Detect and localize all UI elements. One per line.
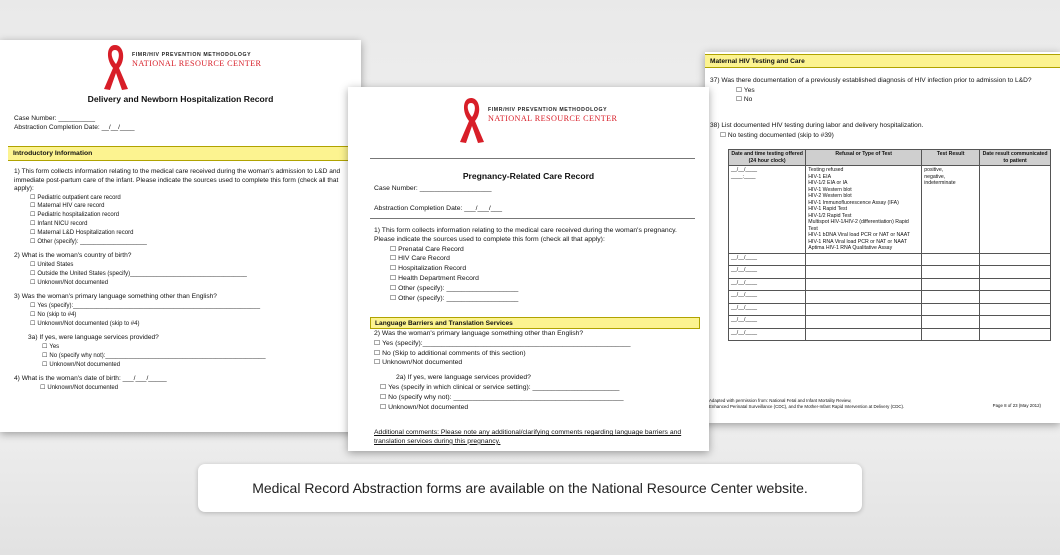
test-type: HIV-1 bDNA Viral load PCR or NAT or NAAT [808, 232, 910, 238]
form-questions [374, 227, 694, 304]
logo-line2: NATIONAL RESOURCE CENTER [132, 58, 262, 68]
footer-line1: Adapted with permission from: National Fetal and Infant Mortality Review, [709, 398, 852, 403]
checkbox-option[interactable]: ☐ Infant NICU record [30, 220, 350, 229]
question-4-options [14, 384, 350, 393]
table-row [729, 291, 1051, 304]
page-number: Page 8 of 23 (May 2012) [992, 403, 1041, 408]
checkbox-option[interactable]: ☐ Pediatric outpatient care record [30, 194, 350, 203]
table-row [729, 303, 1051, 316]
case-number-field: Case Number: __________ [14, 115, 96, 122]
language-questions [374, 330, 694, 413]
checkbox-option[interactable]: ☐ Unknown/Not documented [42, 361, 350, 370]
test-type: HIV-1 EIA [808, 173, 832, 180]
test-result-cell[interactable] [922, 278, 980, 291]
date-blank: __/__/____ [731, 167, 757, 173]
test-type-cell[interactable] [806, 253, 922, 266]
test-type-cell[interactable] [806, 303, 922, 316]
date-cell[interactable]: __/__/____ [729, 266, 806, 279]
question-38 [710, 122, 1050, 140]
test-type: HIV-1/2 Rapid Test [808, 212, 852, 219]
checkbox-option[interactable]: ☐ Prenatal Care Record [390, 245, 694, 255]
case-fields [14, 115, 135, 132]
date-communicated-cell[interactable] [980, 266, 1051, 279]
question-1-options [14, 194, 350, 247]
page-footer [709, 398, 1049, 409]
section-header: Maternal HIV Testing and Care [705, 54, 1060, 68]
checkbox-option[interactable]: ☐ Yes (specify):________________________________________________________ [30, 302, 350, 311]
checkbox-option[interactable]: ☐ Health Department Record [390, 274, 694, 284]
completion-date-field: Abstraction Completion Date: ___/___/___ [374, 204, 503, 212]
question-2: 2) What is the woman's country of birth? [14, 252, 132, 260]
checkbox-option[interactable]: ☐ Unknown/Not documented [374, 358, 694, 368]
question-3: 3) Was the woman's primary language something other than English? [14, 293, 217, 301]
table-row [729, 278, 1051, 291]
date-cell[interactable] [729, 166, 806, 254]
table-header-row [729, 150, 1051, 166]
checkbox-option[interactable]: ☐ Other (specify): ____________________ [30, 238, 350, 247]
section-header: Introductory Information [8, 146, 360, 161]
checkbox-option[interactable]: ☐ Unknown/Not documented [380, 403, 694, 413]
date-cell[interactable]: __/__/____ [729, 328, 806, 341]
checkbox-option[interactable]: ☐ Maternal HIV care record [30, 202, 350, 211]
table-row [729, 266, 1051, 279]
checkbox-option[interactable]: ☐ No (skip to #4) [30, 311, 350, 320]
logo-line2: NATIONAL RESOURCE CENTER [488, 113, 618, 123]
question-37-text: 37) Was there documentation of a previously established diagnosis of HIV infection prior to admission to L&D? [710, 77, 1032, 84]
date-communicated-cell[interactable] [980, 328, 1051, 341]
test-type: HIV-1 Immunofluorescence Assay (IFA) [808, 199, 899, 206]
test-result-cell[interactable] [922, 316, 980, 329]
pregnancy-care-record-page [348, 87, 709, 451]
date-communicated-cell[interactable] [980, 291, 1051, 304]
checkbox-option[interactable]: ☐ Yes (specify in which clinical or service setting): _______________________ [380, 383, 694, 393]
delivery-newborn-record-page [0, 40, 361, 432]
footer-line2: Enhanced Perinatal Surveillance (CDC), and the Mother-Infant Rapid Intervention at Delivery (CDC). [709, 403, 905, 409]
case-number-field: Case Number: ___________________ [374, 185, 492, 192]
date-communicated-cell[interactable] [980, 303, 1051, 316]
test-result: indeterminate [924, 180, 956, 186]
additional-comments: Additional comments: Please note any additional/clarifying comments regarding language barriers and translation services during this pregnancy. [374, 429, 682, 445]
date-cell[interactable]: __/__/____ [729, 303, 806, 316]
column-header: Date and time testing offered (24 hour clock) [729, 150, 806, 166]
date-cell[interactable]: __/__/____ [729, 278, 806, 291]
checkbox-option[interactable]: ☐ Other (specify): ___________________ [390, 294, 694, 304]
test-result-cell[interactable] [922, 291, 980, 304]
question-38-options [710, 131, 1050, 141]
column-header: Test Result [922, 150, 980, 166]
checkbox-option[interactable]: ☐ Maternal L&D Hospitalization record [30, 229, 350, 238]
date-communicated-cell[interactable] [980, 278, 1051, 291]
test-type: Multispot HIV-1/HIV-2 (differentiation) Rapid Test [808, 219, 909, 232]
completion-date-field: Abstraction Completion Date: __/__/____ [14, 123, 135, 131]
hiv-testing-table [728, 149, 1051, 341]
maternal-hiv-testing-page [705, 52, 1060, 423]
test-type-cell[interactable] [806, 291, 922, 304]
date-communicated-cell[interactable] [980, 253, 1051, 266]
checkbox-option[interactable]: ☐ No (Skip to additional comments of this section) [374, 349, 694, 359]
checkbox-option[interactable]: ☐ Outside the United States (specify)___________________________________ [30, 270, 350, 279]
divider [370, 158, 695, 159]
question-1: 1) This form collects information relating to the medical care received during the woman's pregnancy. Please indicate the sources used to complete this form (check all that apply): [374, 227, 677, 243]
checkbox-option[interactable]: ☐ Unknown/Not documented (skip to #4) [30, 320, 350, 329]
nrc-logo [456, 95, 617, 145]
test-type-cell[interactable] [806, 328, 922, 341]
checkbox-option[interactable]: ☐ Yes [42, 343, 350, 352]
test-type-cell[interactable] [806, 266, 922, 279]
question-2: 2) Was the woman's primary language something other than English? [374, 330, 584, 337]
date-cell[interactable]: __/__/____ [729, 316, 806, 329]
checkbox-option[interactable]: ☐ Yes (specify):_______________________________________________________ [374, 339, 694, 349]
question-2a: 2a) If yes, were language services provided? [396, 374, 531, 382]
question-2a-options [374, 383, 694, 412]
checkbox-option[interactable]: ☐ No (specify why not):________________________________________________ [42, 352, 350, 361]
question-37-options [710, 86, 1050, 105]
date-cell[interactable]: __/__/____ [729, 253, 806, 266]
checkbox-option[interactable]: ☐ Hospitalization Record [390, 264, 694, 274]
document-title: Delivery and Newborn Hospitalization Record [87, 94, 274, 104]
caption-banner [198, 464, 862, 512]
column-header: Refusal or Type of Test [806, 150, 922, 166]
test-type: HIV-1/2 EIA or IA [808, 180, 848, 186]
divider [370, 218, 695, 219]
red-ribbon-icon [456, 95, 486, 145]
question-37 [710, 77, 1050, 105]
checkbox-option[interactable]: ☐ Other (specify): ___________________ [390, 284, 694, 294]
test-type: HIV-2 Western blot [808, 193, 852, 199]
table-row [729, 328, 1051, 341]
test-type-cell[interactable] [806, 278, 922, 291]
test-type: Aptima HIV-1 RNA Qualitative Assay [808, 245, 893, 251]
test-type: HIV-1 Western blot [808, 186, 852, 193]
checkbox-option[interactable]: ☐ No (specify why not): _____________________________________________ [380, 393, 694, 403]
checkbox-option[interactable]: ☐ Pediatric hospitalization record [30, 211, 350, 220]
table-row [729, 166, 1051, 254]
test-result-cell[interactable] [922, 303, 980, 316]
question-38-text: 38) List documented HIV testing during labor and delivery hospitalization. [710, 122, 924, 129]
logo-line1: FIMR/HIV PREVENTION METHODOLOGY [488, 107, 608, 113]
checkbox-option[interactable]: ☐ United States [30, 261, 350, 270]
checkbox-option[interactable]: ☐ Unknown/Not documented [40, 384, 350, 393]
table-row [729, 253, 1051, 266]
question-3a: 3a) If yes, were language services provided? [28, 334, 159, 342]
question-1: 1) This form collects information relating to the medical care received during the woman's admission to L&D and immediate post-partum care of the infant. Please indicate the sources used to complete this form (check all that apply): [14, 168, 341, 193]
test-result-cell[interactable] [922, 328, 980, 341]
test-result: positive, [924, 167, 944, 173]
test-type: HIV-1 RNA Viral load PCR or NAT or NAAT [808, 238, 908, 245]
document-title: Pregnancy-Related Care Record [462, 171, 595, 181]
nrc-logo [100, 42, 261, 92]
question-4: 4) What is the woman's date of birth: ___/___/_____ [14, 375, 167, 383]
checkbox-option[interactable]: ☐ Yes [736, 86, 1050, 96]
section-header: Language Barriers and Translation Services [370, 317, 700, 329]
date-communicated-cell[interactable] [980, 166, 1051, 254]
checkbox-option[interactable]: ☐ Unknown/Not documented [30, 279, 350, 288]
table-row [729, 316, 1051, 329]
test-result: negative, [924, 173, 946, 180]
date-communicated-cell[interactable] [980, 316, 1051, 329]
caption-text: Medical Record Abstraction forms are available on the National Resource Center website. [252, 480, 808, 496]
checkbox-option[interactable]: ☐ HIV Care Record [390, 254, 694, 264]
red-ribbon-icon [100, 42, 130, 92]
test-type: Testing refused [808, 167, 844, 173]
question-3a-options [14, 343, 350, 369]
time-blank: ____:____ [731, 173, 756, 180]
logo-line1: FIMR/HIV PREVENTION METHODOLOGY [132, 52, 252, 58]
column-header: Date result communicated to patient [980, 150, 1051, 166]
checkbox-option[interactable]: ☐ No testing documented (skip to #39) [720, 131, 1050, 141]
form-questions [14, 168, 350, 393]
test-type-cell[interactable] [806, 166, 922, 254]
test-result-cell[interactable] [922, 266, 980, 279]
date-cell[interactable]: __/__/____ [729, 291, 806, 304]
test-type: HIV-1 Rapid Test [808, 206, 848, 212]
question-2-options [14, 261, 350, 287]
question-1-options [374, 245, 694, 304]
question-3-options [14, 302, 350, 328]
test-result-cell[interactable] [922, 253, 980, 266]
test-type-cell[interactable] [806, 316, 922, 329]
test-result-cell[interactable] [922, 166, 980, 254]
checkbox-option[interactable]: ☐ No [736, 95, 1050, 105]
